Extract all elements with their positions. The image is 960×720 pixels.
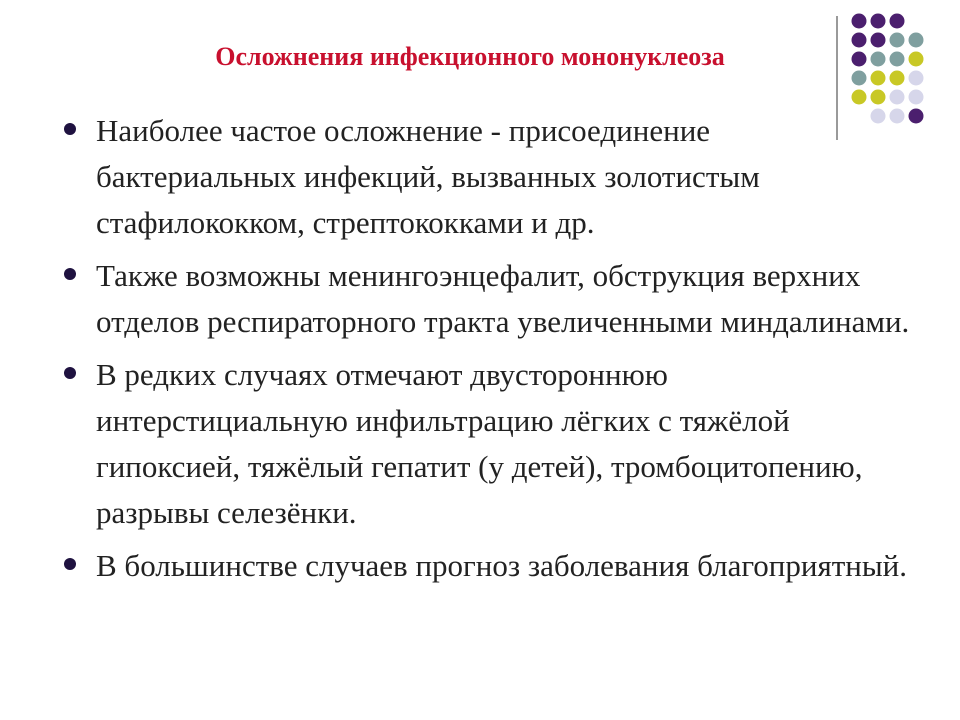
decorative-dot [852,14,867,29]
decorative-dot [909,52,924,67]
decorative-dot [890,52,905,67]
decorative-dot [871,90,886,105]
bullet-text: В большинстве случаев прогноз заболевания благоприятный. [96,548,908,583]
decorative-dot [871,14,886,29]
bullet-list [60,108,910,596]
bullet-dot-icon [64,268,76,280]
bullet-text: Также возможны менингоэнцефалит, обструкция верхних отделов респираторного тракта увеличенными миндалинами. [96,258,910,339]
decorative-dot [909,90,924,105]
decorative-dot [909,71,924,86]
bullet-item [60,108,910,246]
decorative-dot [890,14,905,29]
bullet-item [60,352,910,536]
bullet-dot-icon [64,367,76,379]
slide-title: Осложнения инфекционного мононуклеоза [215,42,725,71]
decorative-dot [871,33,886,48]
decorative-dot [890,33,905,48]
bullet-dot-icon [64,123,76,135]
bullet-item [60,543,910,589]
bullet-item [60,253,910,345]
decorative-dot [909,33,924,48]
decorative-dot [852,33,867,48]
decorative-dot [890,90,905,105]
decorative-dot [871,52,886,67]
decorative-dot [909,109,924,124]
decorative-dot [852,71,867,86]
decorative-dot [852,52,867,67]
decorative-dot [890,71,905,86]
bullet-text: В редких случаях отмечают двустороннюю интерстициальную инфильтрацию лёгких с тяжёлой гипоксией, тяжёлый гепатит (у детей), тромбоцитопению, разрывы селезёнки. [96,357,863,530]
decorative-dot [871,71,886,86]
decorative-dot [852,90,867,105]
bullet-text: Наиболее частое осложнение - присоединение бактериальных инфекций, вызванных золотистым стафилококком, стрептококками и др. [96,113,760,240]
bullet-dot-icon [64,558,76,570]
